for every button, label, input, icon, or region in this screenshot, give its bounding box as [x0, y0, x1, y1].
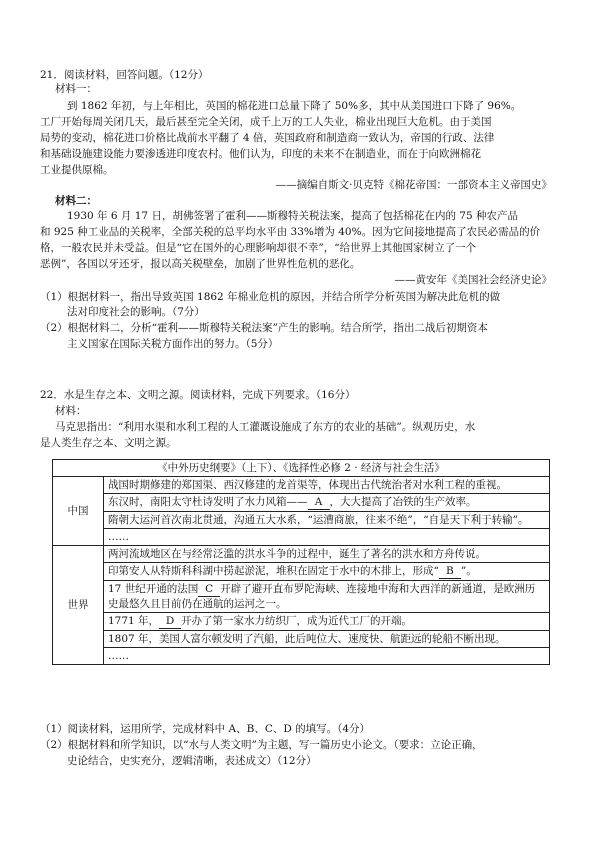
q22-question-2: （2）根据材料和所学知识，以“水与人类文明”为主题，写一篇历史小论文。（要求：立论正确， [40, 739, 483, 751]
q21-question-2: （2）根据材料二，分析“霍利——斯穆特关税法案”产生的影响。结合所学，指出二战后初期资本 [40, 322, 488, 334]
q22-intro-line: 是人类生存之本、文明之源。 [40, 437, 177, 449]
world-label: 世界 [53, 546, 104, 665]
china-label: 中国 [53, 477, 104, 546]
table-row-china: 战国时期修建的郑国渠、西汉修建的龙首渠等，体现出古代统治者对水利工程的重视。 [104, 477, 550, 494]
q21-m1-line: 和基础设施建设能力要渗透进印度农村。他们认为，印度的未来不在制造业，而在于向欧洲棉花 [40, 148, 481, 160]
history-table [52, 459, 550, 665]
blank-c: C [198, 582, 220, 597]
table-row-world: 1807 年，美国人富尔顿发明了汽船，此后吨位大、速度快、航距远的轮船不断出现。 [104, 631, 550, 648]
table-row-china: 东汉时，南阳太守杜诗发明了水力风箱—— A ，大大提高了冶铁的生产效率。 [104, 494, 550, 512]
q22-material-label: 材料： [55, 405, 87, 417]
q21-m2-line: 恶例”，各国以牙还牙，报以高关税壁垒，加剧了世界性危机的恶化。 [40, 258, 361, 270]
table-header: 《中外历史纲要》（上下）、《选择性必修 2 · 经济与社会生活》 [53, 460, 550, 477]
q21-m1-line: 到 1862 年初，与上年相比，英国的棉花进口总量下降了 50%多，其中从美国进口下降了 96%。 [67, 100, 522, 112]
q21-m1-source: ——摘编自斯文·贝克特《棉花帝国：一部资本主义帝国史》 [275, 179, 552, 191]
table-row-china: …… [104, 529, 550, 546]
blank-d: D [159, 614, 181, 629]
blank-b: B [439, 564, 461, 579]
table-row-world: 17 世纪开通的法国 C 开辟了避开直布罗陀海峡、连接地中海和大西洋的新通道，是欧洲历史最悠久且目前仍在通航的运河之一。 [104, 581, 550, 613]
q21-m2-line: 和 925 种工业品的关税率，全部关税的总平均水平由 33%增为 40%。因为它间接地提高了农民必需品的价 [40, 226, 541, 238]
q21-title: 21．阅读材料，回答问题。（12分） [40, 69, 209, 81]
q21-m1-line: 工厂开始每周关闭几天，最后甚至完全关闭，成千上万的工人失业，棉业出现巨大危机。由于美国 [40, 116, 492, 128]
q22-title: 22．水是生存之本、文明之源。阅读材料，完成下列要求。（16分） [40, 389, 356, 401]
table-row-world: 两河流域地区在与经常泛滥的洪水斗争的过程中，诞生了著名的洪水和方舟传说。 [104, 546, 550, 563]
q21-question-1: （1）根据材料一，指出导致英国 1862 年棉业危机的原因，并结合所学分析英国为解决此危机的做 [40, 291, 501, 303]
q21-m2-line: 格，一般农民并未受益。但是“它在国外的心理影响却很不幸”，“给世界上其他国家树立了一个 [40, 242, 477, 254]
q21-question-1: 法对印度社会的影响。（7分） [67, 306, 205, 318]
q21-m2-line: 1930 年 6 月 17 日，胡佛签署了霍利——斯穆特关税法案，提高了包括棉花在内的 75 种农产品 [67, 210, 518, 222]
q21-material2-label: 材料二： [55, 195, 97, 207]
q21-m1-line: 局势的变动，棉花进口价格比战前水平翻了 4 倍，英国政府和制造商一致认为，帝国的行政、法律 [40, 132, 495, 144]
blank-a: A [308, 495, 330, 510]
q21-m2-source: ——黄安年《美国社会经济史论》 [394, 274, 552, 286]
q21-question-2: 主义国家在国际关税方面作出的努力。（5分） [67, 338, 279, 350]
table-row-world: 1771 年， D 开办了第一家水力纺织厂，成为近代工厂的开端。 [104, 613, 550, 631]
table-row-world: …… [104, 648, 550, 665]
table-row-china: 隋朝大运河首次南北贯通，沟通五大水系，“运漕商旅，往来不绝”，“自是天下利于转输”。 [104, 512, 550, 529]
q21-material1-label: 材料一： [55, 83, 97, 95]
q21-m1-line: 工业提供原棉。 [40, 164, 114, 176]
q22-intro-line: 马克思指出：“利用水渠和水利工程的人工灌溉设施成了东方的农业的基础”。纵观历史，水 [55, 421, 476, 433]
q22-question-2: 史论结合，史实充分，逻辑清晰，表述成文）（12分） [67, 755, 317, 767]
table-row-world: 印第安人从特斯科科湖中捞起淤泥，堆积在固定于水中的木排上，形成“ B ”。 [104, 563, 550, 581]
q22-question-1: （1）阅读材料，运用所学，完成材料中 A、B、C、D 的填写。（4分） [40, 723, 371, 735]
